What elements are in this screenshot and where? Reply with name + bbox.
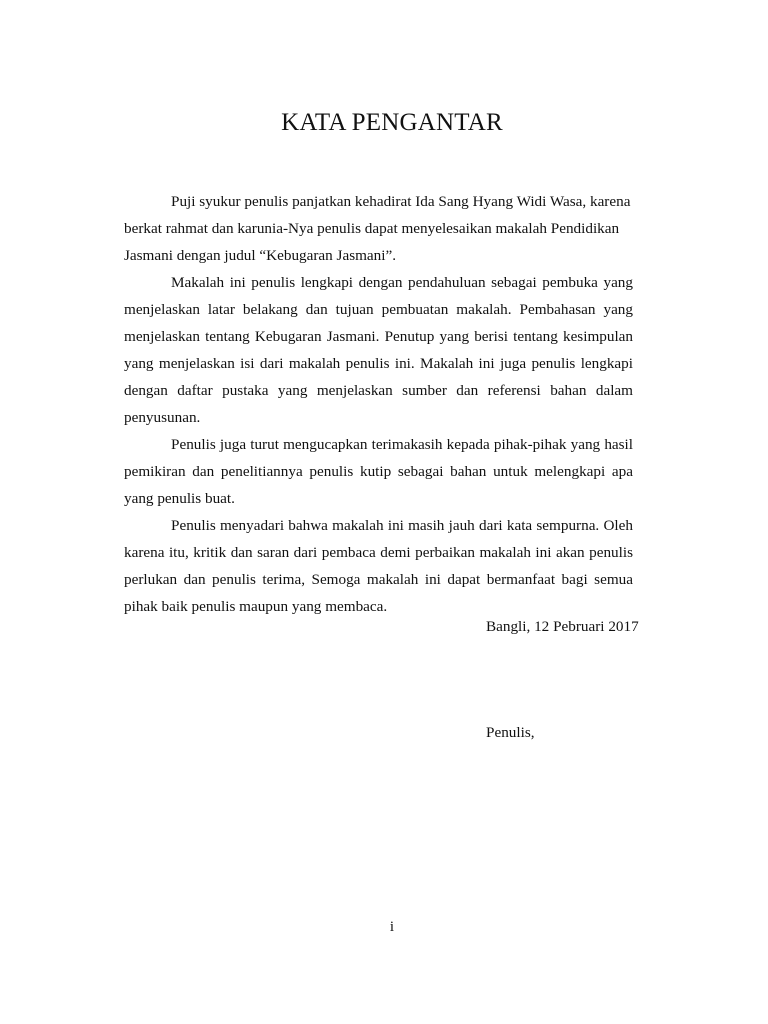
page-number: i <box>389 919 395 935</box>
place-date: Bangli, 12 Pebruari 2017 <box>486 618 639 635</box>
paragraph-3: Penulis juga turut mengucapkan terimakasih kepada pihak-pihak yang hasil pemikiran dan penelitiannya penulis kutip sebagai bahan untuk melengkapi apa yang penulis buat. <box>124 436 633 507</box>
signature: Penulis, <box>486 724 535 741</box>
paragraph-2: Makalah ini penulis lengkapi dengan pendahuluan sebagai pembuka yang menjelaskan latar belakang dan tujuan pembuatan makalah. Pembahasan yang menjelaskan tentang Kebugaran Jasmani. Penutup yang berisi tentang kesimpulan yang menjelaskan isi dari makalah penulis ini. Makalah ini juga penulis lengkapi dengan daftar pustaka yang menjelaskan sumber dan referensi bahan dalam penyusunan. <box>124 274 633 426</box>
paragraph-4: Penulis menyadari bahwa makalah ini masih jauh dari kata sempurna. Oleh karena itu, kritik dan saran dari pembaca demi perbaikan makalah ini akan penulis perlukan dan penulis terima, Semoga makalah ini dapat bermanfaat bagi semua pihak baik penulis maupun yang membaca. <box>124 517 633 615</box>
page-title: KATA PENGANTAR <box>281 109 503 136</box>
paragraph-1: Puji syukur penulis panjatkan kehadirat Ida Sang Hyang Widi Wasa, karena berkat rahmat dan karunia-Nya penulis dapat menyelesaikan makalah Pendidikan Jasmani dengan judul “Kebugaran Jasmani”. <box>124 193 631 264</box>
body-text <box>124 188 633 620</box>
